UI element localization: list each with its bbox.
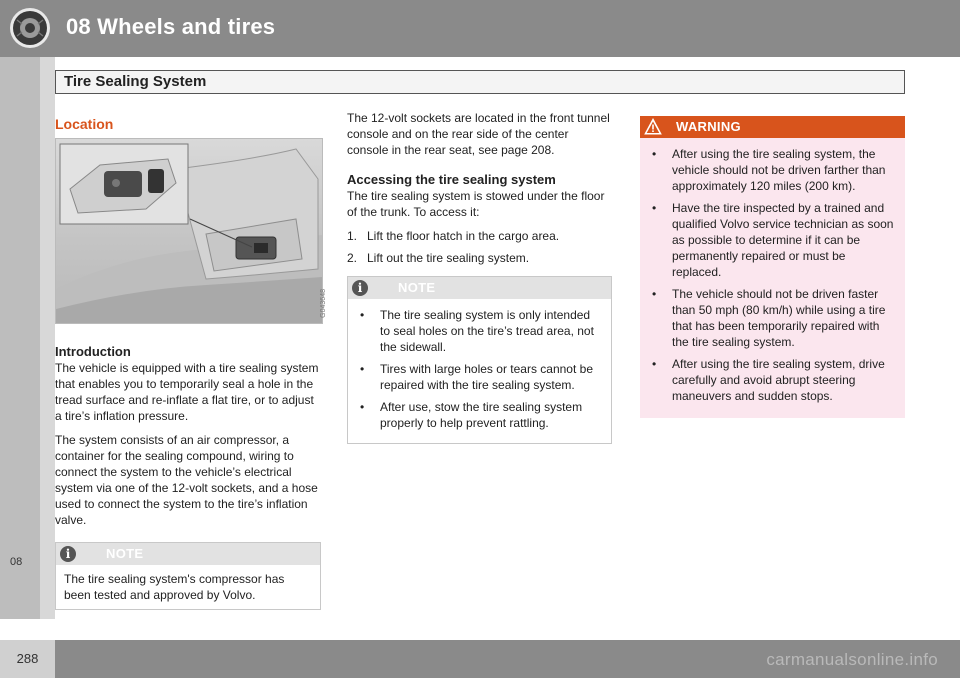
chapter-title: 08 Wheels and tires	[66, 14, 276, 39]
info-icon: i	[60, 546, 76, 562]
location-heading: Location	[55, 116, 114, 132]
page-footer	[0, 640, 960, 678]
section-title: Tire Sealing System	[64, 73, 207, 90]
warning-header	[640, 116, 905, 138]
warning-list-item: • Have the tire inspected by a trained and qualified Volvo service technician as soon as possible to determine if it can be permanently repaired or must be replaced.	[648, 200, 897, 280]
intro-paragraph-1: The vehicle is equipped with a tire sealing system that enables you to temporarily seal a hole in the tread surface and re-inflate a flat tire, or to adjust a tire’s inflation pressure.	[55, 361, 319, 423]
chapter-header	[0, 0, 960, 57]
steps-list	[347, 228, 612, 266]
note-title: NOTE	[106, 546, 144, 561]
intro-paragraph-2: The system consists of an air compressor, a container for the sealing compound, wiring to connect the system to the vehicle’s electrical system via one of the 12-volt sockets, and a hose used to connect the system to the tire’s inflation valve.	[55, 433, 318, 527]
side-tab-number: 08	[10, 556, 23, 568]
trunk-illustration	[55, 138, 327, 324]
warning-list-item: • The vehicle should not be driven faster than 50 mph (80 km/h) while using a tire that has been temporarily repaired with the tire sealing system.	[648, 286, 897, 350]
sockets-paragraph: The 12-volt sockets are located in the front tunnel console and on the rear side of the center console in the rear seat, see page 208.	[347, 111, 610, 157]
warning-list-item: • After using the tire sealing system, drive carefully and avoid abrupt steering maneuvers and sudden stops.	[648, 356, 897, 404]
tire-icon	[10, 8, 50, 48]
note-list-item: • After use, stow the tire sealing system properly to help prevent rattling.	[356, 399, 603, 431]
warning-title: WARNING	[676, 119, 741, 134]
note-box-2	[347, 276, 612, 444]
note-header	[348, 277, 611, 299]
info-icon: i	[352, 280, 368, 296]
page-number: 288	[0, 640, 55, 678]
step-item: 2. Lift out the tire sealing system.	[347, 251, 530, 265]
accessing-paragraph: The tire sealing system is stowed under the floor of the trunk. To access it:	[347, 189, 605, 219]
section-bar	[55, 70, 905, 94]
note-body: The tire sealing system's compressor has been tested and approved by Volvo.	[64, 572, 285, 602]
warning-list	[648, 146, 897, 404]
note-list	[356, 307, 603, 431]
column-1	[55, 110, 327, 610]
introduction-heading: Introduction	[55, 344, 131, 359]
warning-list-item: • After using the tire sealing system, the vehicle should not be driven farther than approximately 120 miles (200 km).	[648, 146, 897, 194]
figure-code: G043648	[320, 289, 327, 318]
side-tab-strip	[0, 57, 40, 619]
note-title: NOTE	[398, 280, 436, 295]
warning-body	[640, 138, 905, 418]
warning-box	[640, 116, 905, 418]
note-body	[348, 299, 611, 443]
note-list-item: • Tires with large holes or tears cannot be repaired with the tire sealing system.	[356, 361, 603, 393]
watermark: carmanualsonline.info	[766, 650, 938, 669]
step-item: 1. Lift the floor hatch in the cargo area.	[347, 229, 560, 243]
column-2	[347, 110, 612, 444]
note-list-item: • The tire sealing system is only intended to seal holes on the tire’s tread area, not the sidewall.	[356, 307, 603, 355]
accessing-heading: Accessing the tire sealing system	[347, 172, 556, 187]
note-header	[56, 543, 320, 565]
side-tab	[0, 57, 55, 619]
note-box-1	[55, 542, 321, 610]
column-3	[640, 110, 905, 418]
warning-triangle-icon	[644, 118, 662, 136]
